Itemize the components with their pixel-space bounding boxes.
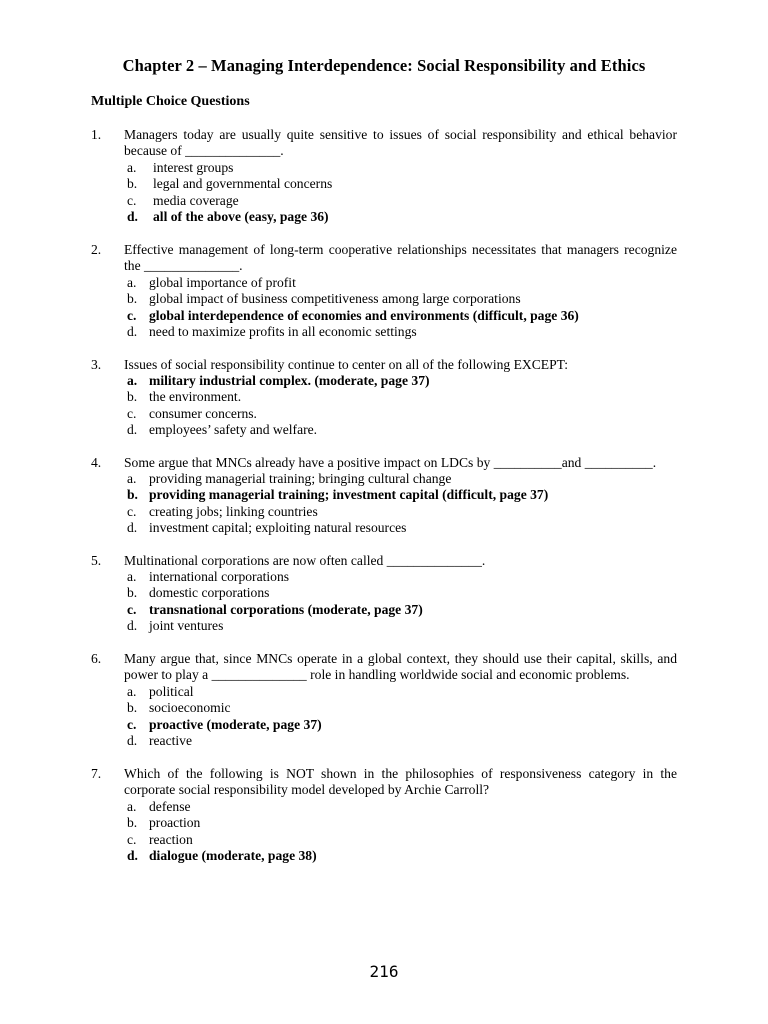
- question-stem: Effective management of long-term cooperative relationships necessitates that managers recognize the ______________.: [124, 242, 677, 274]
- option-text: joint ventures: [149, 618, 224, 634]
- option-text: providing managerial training; investment capital (difficult, page 37): [149, 487, 549, 503]
- options-3: [0, 373, 768, 439]
- option-text: the environment.: [149, 389, 242, 405]
- option-c-correct: [0, 308, 768, 324]
- option-d: [0, 520, 768, 536]
- option-b: [0, 176, 768, 192]
- question-number: 2.: [91, 242, 102, 257]
- option-text: providing managerial training; bringing cultural change: [149, 471, 452, 486]
- option-c: [0, 832, 768, 848]
- option-text: global interdependence of economies and environments (difficult, page 36): [149, 307, 579, 323]
- option-text: domestic corporations: [149, 585, 270, 601]
- option-letter: a.: [127, 799, 137, 814]
- option-b: [0, 815, 768, 831]
- option-b: [0, 389, 768, 405]
- option-c: [0, 406, 768, 422]
- option-c-correct: [0, 717, 768, 733]
- question-stem: Which of the following is NOT shown in the philosophies of responsiveness category in the corporate social responsibility model developed by Archie Carroll?: [124, 766, 677, 798]
- option-text: transnational corporations (moderate, page 37): [149, 601, 423, 617]
- option-d: [0, 618, 768, 634]
- option-letter: b.: [127, 487, 138, 503]
- option-text: global impact of business competitiveness among large corporations: [149, 291, 521, 307]
- option-text: consumer concerns.: [149, 405, 257, 421]
- question-stem: Managers today are usually quite sensitive to issues of social responsibility and ethical behavior because of ______________.: [124, 127, 677, 159]
- options-4: [0, 471, 768, 537]
- option-letter: a.: [127, 569, 137, 584]
- option-b: [0, 700, 768, 716]
- option-c: [0, 193, 768, 209]
- option-a: [0, 569, 768, 585]
- option-letter: a.: [127, 275, 137, 290]
- options-2: [0, 275, 768, 341]
- question-stem: Multinational corporations are now often called ______________.: [124, 553, 486, 568]
- option-a: [0, 275, 768, 291]
- question-number: 1.: [91, 127, 102, 142]
- option-c: [0, 504, 768, 520]
- option-letter: a.: [127, 471, 137, 486]
- option-b-correct: [0, 487, 768, 503]
- question-number: 7.: [91, 766, 102, 781]
- option-letter: c.: [127, 601, 137, 617]
- question-number: 5.: [91, 553, 102, 568]
- option-text: international corporations: [149, 569, 290, 584]
- option-text: defense: [149, 799, 191, 814]
- option-d-correct: [0, 848, 768, 864]
- option-d: [0, 422, 768, 438]
- options-7: [0, 799, 768, 865]
- option-d: [0, 733, 768, 749]
- option-text: media coverage: [153, 192, 239, 208]
- option-b: [0, 585, 768, 601]
- option-text: employees’ safety and welfare.: [149, 422, 318, 438]
- option-letter: c.: [127, 503, 137, 519]
- option-b: [0, 291, 768, 307]
- options-1: [0, 160, 768, 226]
- option-letter: c.: [127, 192, 137, 208]
- option-letter: d.: [127, 733, 138, 749]
- option-text: creating jobs; linking countries: [149, 503, 318, 519]
- option-text: interest groups: [153, 160, 234, 175]
- question-stem: Issues of social responsibility continue to center on all of the following EXCEPT:: [124, 357, 569, 372]
- option-letter: c.: [127, 716, 137, 732]
- option-c-correct: [0, 602, 768, 618]
- question-stem: Some argue that MNCs already have a positive impact on LDCs by __________and __________.: [124, 455, 657, 470]
- option-text: legal and governmental concerns: [153, 176, 333, 192]
- option-letter: b.: [127, 815, 138, 831]
- option-letter: b.: [127, 585, 138, 601]
- option-text: need to maximize profits in all economic settings: [149, 324, 417, 340]
- option-letter: c.: [127, 307, 137, 323]
- question-number: 6.: [91, 651, 102, 666]
- option-letter: b.: [127, 389, 138, 405]
- option-letter: c.: [127, 405, 137, 421]
- option-letter: d.: [127, 848, 138, 864]
- section-heading: Multiple Choice Questions: [91, 94, 250, 109]
- option-text: socioeconomic: [149, 700, 231, 716]
- option-letter: a.: [127, 373, 138, 388]
- option-text: reactive: [149, 733, 193, 749]
- option-d: [0, 324, 768, 340]
- option-letter: a.: [127, 684, 137, 699]
- option-a: [0, 799, 768, 815]
- option-text: political: [149, 684, 194, 699]
- option-letter: b.: [127, 176, 138, 192]
- option-text: reaction: [149, 831, 193, 847]
- option-text: all of the above (easy, page 36): [153, 209, 329, 225]
- page-number: 216: [369, 962, 399, 981]
- question-number: 3.: [91, 357, 102, 372]
- option-letter: d.: [127, 209, 138, 225]
- option-text: investment capital; exploiting natural resources: [149, 520, 407, 536]
- option-letter: d.: [127, 324, 138, 340]
- options-6: [0, 684, 768, 750]
- option-letter: d.: [127, 520, 138, 536]
- option-d-correct: [0, 209, 768, 225]
- option-a: [0, 684, 768, 700]
- option-letter: d.: [127, 618, 138, 634]
- options-5: [0, 569, 768, 635]
- option-letter: a.: [127, 160, 137, 175]
- option-a: [0, 160, 768, 176]
- option-text: proaction: [149, 815, 201, 831]
- option-a-correct: [0, 373, 768, 389]
- option-letter: b.: [127, 291, 138, 307]
- option-letter: c.: [127, 831, 137, 847]
- option-text: military industrial complex. (moderate, page 37): [149, 373, 430, 388]
- option-text: dialogue (moderate, page 38): [149, 848, 317, 864]
- option-text: global importance of profit: [149, 275, 296, 290]
- option-text: proactive (moderate, page 37): [149, 716, 322, 732]
- question-stem: Many argue that, since MNCs operate in a global context, they should use their capital, skills, and power to play a ______________ role in handling worldwide social and economic problems.: [124, 651, 677, 683]
- option-letter: d.: [127, 422, 138, 438]
- chapter-title: Chapter 2 – Managing Interdependence: Social Responsibility and Ethics: [122, 56, 646, 75]
- question-number: 4.: [91, 455, 102, 470]
- option-a: [0, 471, 768, 487]
- option-letter: b.: [127, 700, 138, 716]
